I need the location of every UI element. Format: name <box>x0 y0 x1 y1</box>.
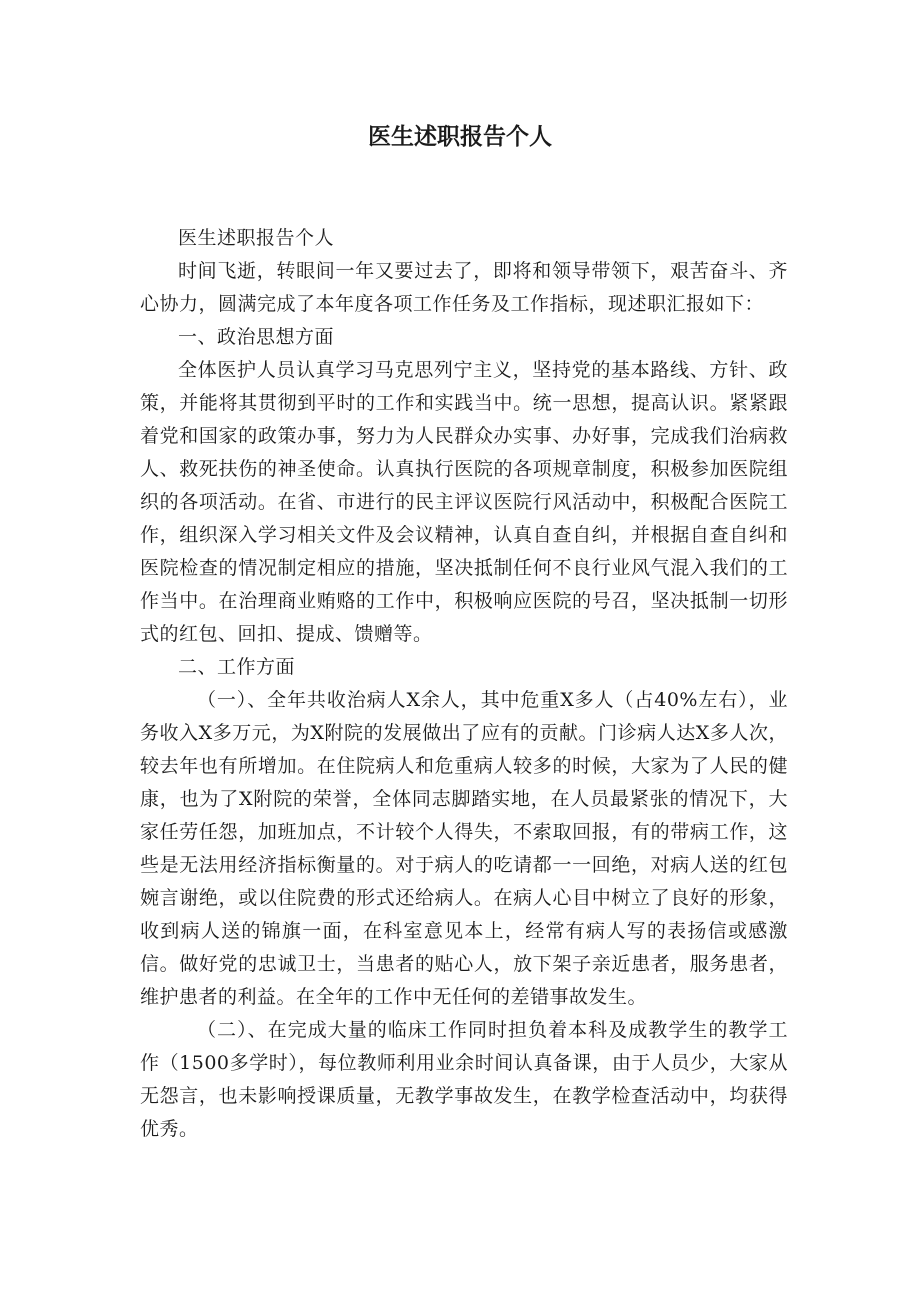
section-heading-work: 二、工作方面 <box>178 656 296 678</box>
work-paragraph-1: （一）、全年共收治病人X余人，其中危重X多人（占40%左右），业务收入X多万元，为X附院的发展做出了应有的贡献。门诊病人达X多人次，较去年也有所增加。在住院病人和危重病人较多的时候，大家为了人民的健康，也为了X附院的荣誉，全体同志脚踏实地，在人员最紧张的情况下，大家任劳任怨，加班加点，不计较个人得失，不索取回报，有的带病工作，这些是无法用经济指标衡量的。对于病人的吃请都一一回绝，对病人送的红包婉言谢绝，或以住院费的形式还给病人。在病人心目中树立了良好的形象，收到病人送的锦旗一面，在科室意见本上，经常有病人写的表扬信或感激信。做好党的忠诚卫士，当患者的贴心人，放下架子亲近患者，服务患者，维护患者的利益。在全年的工作中无任何的差错事故发生。 <box>140 689 788 1008</box>
document-body <box>140 222 788 1146</box>
document-title: 医生述职报告个人 <box>368 124 552 150</box>
work-paragraph-2: （二）、在完成大量的临床工作同时担负着本科及成教学生的教学工作（1500多学时），每位教师利用业余时间认真备课，由于人员少，大家从无怨言，也未影响授课质量，无教学事故发生，在教学检查活动中，均获得优秀。 <box>140 1019 788 1140</box>
political-paragraph: 全体医护人员认真学习马克思列宁主义，坚持党的基本路线、方针、政策，并能将其贯彻到平时的工作和实践当中。统一思想，提高认识。紧紧跟着党和国家的政策办事，努力为人民群众办实事、办好事，完成我们治病救人、救死扶伤的神圣使命。认真执行医院的各项规章制度，积极参加医院组织的各项活动。在省、市进行的民主评议医院行风活动中，积极配合医院工作，组织深入学习相关文件及会议精神，认真自查自纠，并根据自查自纠和医院检查的情况制定相应的措施，坚决抵制任何不良行业风气混入我们的工作当中。在治理商业贿赂的工作中，积极响应医院的号召，坚决抵制一切形式的红包、回扣、提成、馈赠等。 <box>140 359 788 645</box>
intro-paragraph: 时间飞逝，转眼间一年又要过去了，即将和领导带领下，艰苦奋斗、齐心协力，圆满完成了本年度各项工作任务及工作指标，现述职汇报如下： <box>140 260 788 315</box>
section-heading-political: 一、政治思想方面 <box>178 326 335 348</box>
subtitle-paragraph: 医生述职报告个人 <box>178 227 335 249</box>
